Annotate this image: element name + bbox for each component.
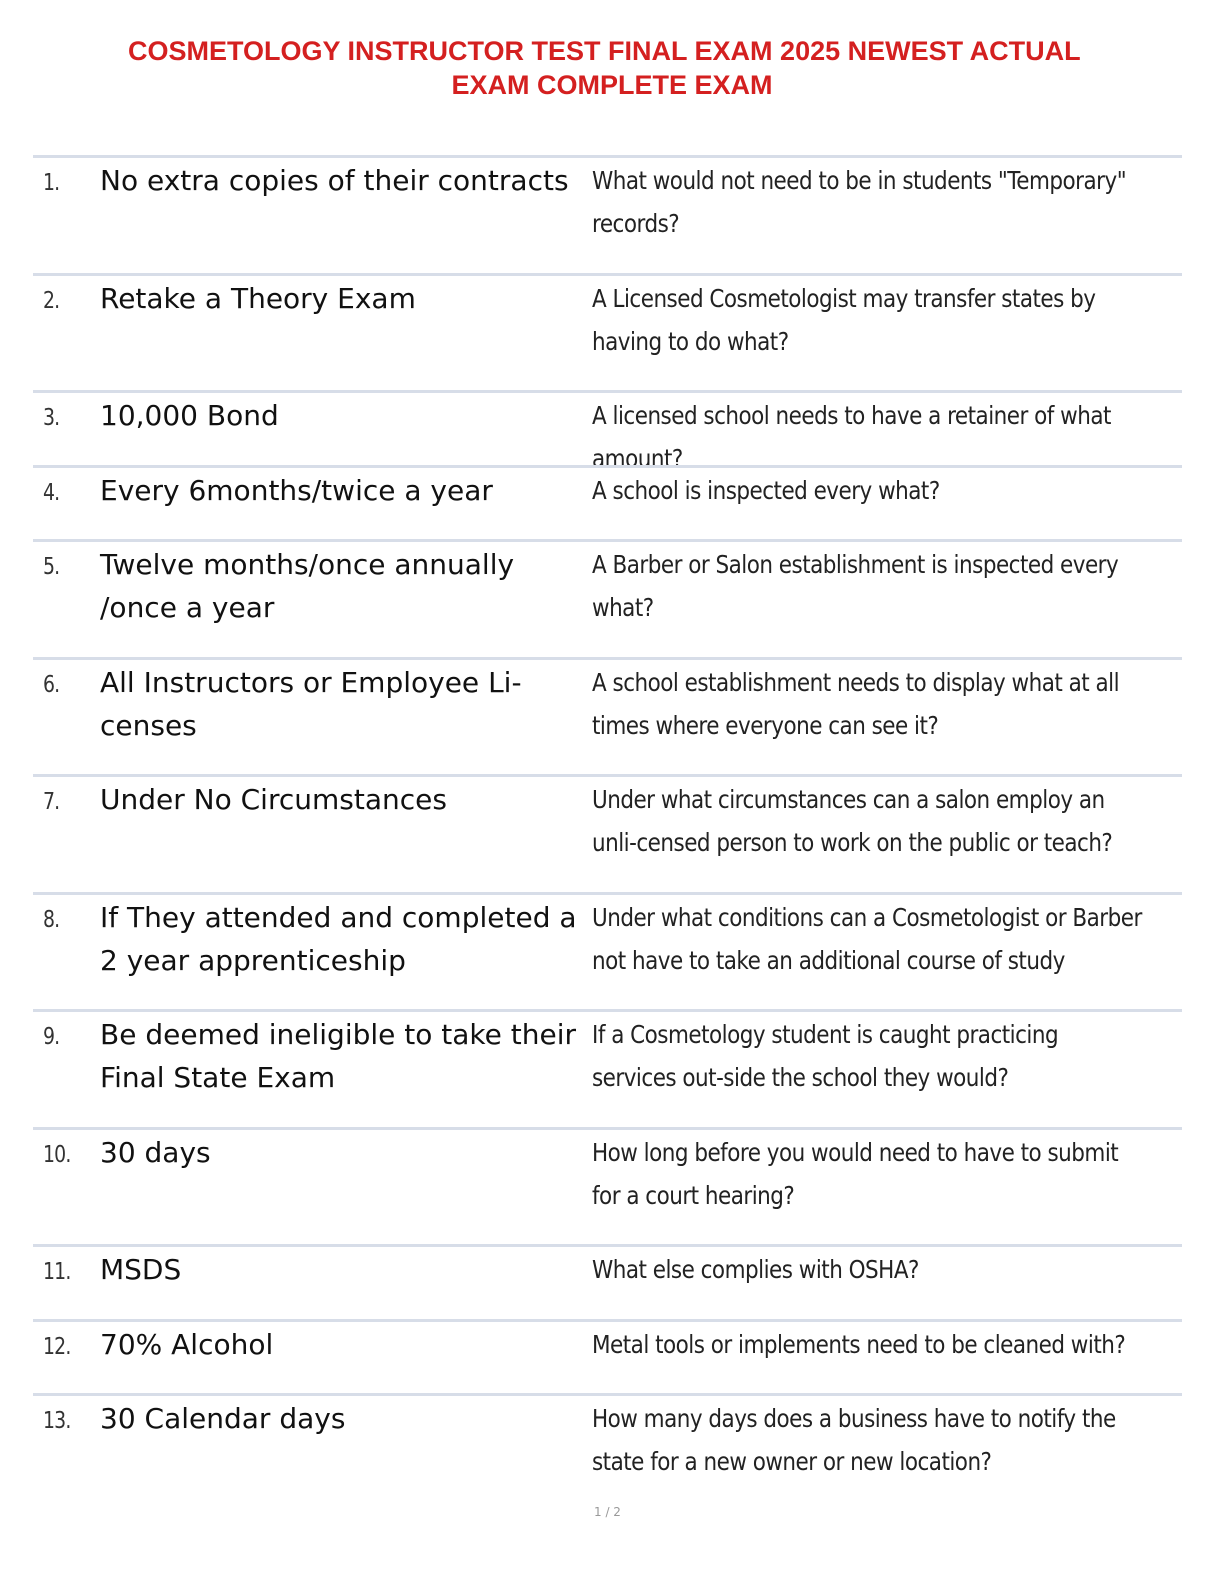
qa-row — [33, 1127, 1182, 1244]
term: All Instructors or Employee Li-censes — [100, 666, 522, 742]
item-number: 6. — [43, 672, 60, 698]
item-number: 2. — [43, 288, 60, 314]
definition: A Licensed Cosmetologist may transfer states by having to do what? — [592, 284, 1096, 356]
definition: If a Cosmetology student is caught practicing services out-side the school they would? — [592, 1020, 1059, 1092]
qa-row — [33, 390, 1182, 473]
qa-row — [33, 1009, 1182, 1127]
item-number: 3. — [43, 405, 60, 431]
term: Twelve months/once annually /once a year — [100, 548, 515, 624]
term: 30 Calendar days — [100, 1402, 346, 1435]
qa-list — [33, 155, 1182, 1498]
definition: A school is inspected every what? — [592, 476, 940, 505]
page-indicator: 1 / 2 — [594, 1505, 621, 1519]
qa-row — [33, 539, 1182, 657]
term: 30 days — [100, 1136, 211, 1169]
term: 70% Alcohol — [100, 1328, 274, 1361]
item-number: 7. — [43, 789, 60, 815]
item-number: 11. — [43, 1259, 71, 1285]
definition: Metal tools or implements need to be cleaned with? — [592, 1330, 1126, 1359]
item-number: 12. — [43, 1334, 71, 1360]
qa-row — [33, 774, 1182, 892]
item-number: 8. — [43, 907, 60, 933]
term: Every 6months/twice a year — [100, 474, 493, 507]
qa-row — [33, 892, 1182, 1009]
qa-row — [33, 1319, 1182, 1393]
qa-row — [33, 465, 1182, 539]
qa-row — [33, 273, 1182, 390]
term: Be deemed ineligible to take their Final State Exam — [100, 1018, 577, 1094]
term: MSDS — [100, 1253, 182, 1286]
definition: Under what conditions can a Cosmetologist or Barber not have to take an additional course of study — [592, 903, 1142, 975]
term: 10,000 Bond — [100, 399, 279, 432]
document-title — [120, 34, 1224, 102]
qa-row — [33, 1244, 1182, 1319]
item-number: 4. — [43, 480, 60, 506]
qa-row — [33, 155, 1182, 273]
item-number: 5. — [43, 554, 60, 580]
definition: How long before you would need to have to submit for a court hearing? — [592, 1138, 1119, 1210]
term: Retake a Theory Exam — [100, 282, 416, 315]
qa-row — [33, 657, 1182, 774]
definition: What else complies with OSHA? — [592, 1255, 919, 1284]
definition: A Barber or Salon establishment is inspected every what? — [592, 550, 1119, 622]
title-line-2: EXAM COMPLETE EXAM — [451, 70, 773, 100]
item-number: 1. — [43, 170, 60, 196]
definition: Under what circumstances can a salon employ an unli-censed person to work on the public or teach? — [592, 785, 1113, 857]
item-number: 13. — [43, 1408, 71, 1434]
definition: A licensed school needs to have a retainer of what amount? — [592, 401, 1111, 473]
title-line-1: COSMETOLOGY INSTRUCTOR TEST FINAL EXAM 2025 NEWEST ACTUAL — [128, 36, 1081, 66]
item-number: 10. — [43, 1142, 71, 1168]
definition: What would not need to be in students "Temporary" records? — [592, 166, 1127, 238]
definition: A school establishment needs to display what at all times where everyone can see it? — [592, 668, 1120, 740]
definition: How many days does a business have to notify the state for a new owner or new location? — [592, 1404, 1116, 1476]
item-number: 9. — [43, 1024, 60, 1050]
term: If They attended and completed a 2 year apprenticeship — [100, 901, 577, 977]
term: No extra copies of their contracts — [100, 164, 569, 197]
term: Under No Circumstances — [100, 783, 447, 816]
qa-row — [33, 1393, 1182, 1498]
